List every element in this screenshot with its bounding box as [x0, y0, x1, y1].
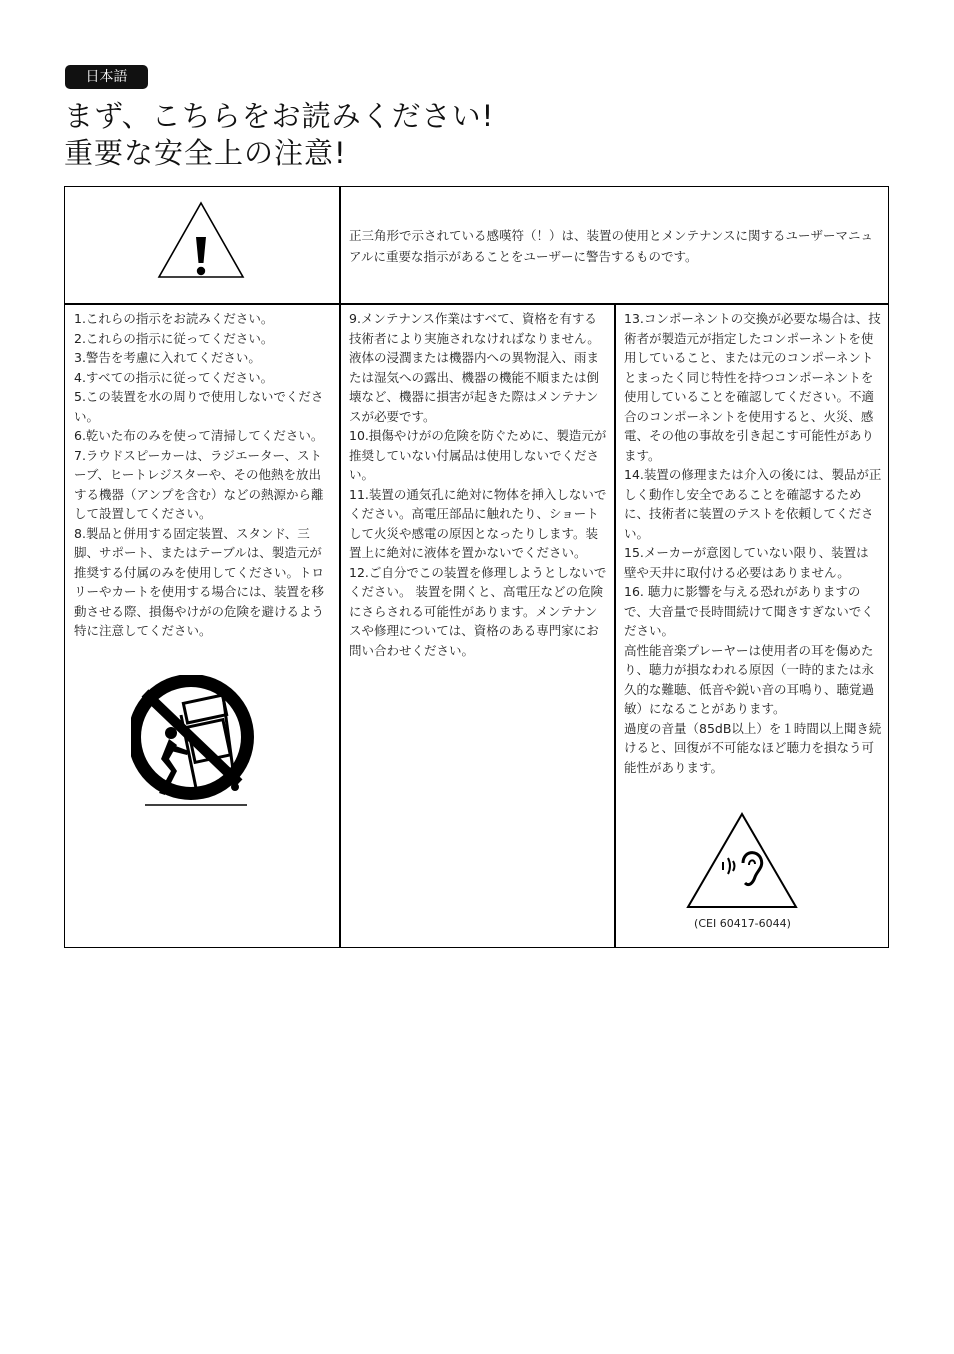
instruction-item: 7.ラウドスピーカーは、ラジエーター、ストーブ、ヒートレジスターや、その他熱を放出する機器（アンプを含む）などの熱源から離して設置してください。	[74, 447, 324, 521]
divider	[614, 304, 616, 947]
instruction-item: 10.損傷やけがの危険を防ぐために、製造元が推奨していない付属品は使用しないでください。	[349, 428, 607, 482]
divider	[65, 303, 888, 305]
iec-standard-caption: (CEI 60417-6044)	[694, 917, 791, 930]
safety-table	[64, 186, 889, 948]
instruction-item: 4.すべての指示に従ってください。	[74, 369, 274, 385]
instruction-item: 16. 聴力に影響を与える恐れがありますので、大音量で長時間続けて聞きすぎないでください。	[624, 584, 874, 638]
title-line-2: 重要な安全上の注意!	[64, 136, 347, 170]
instruction-item: 14.装置の修理または介入の後には、製品が正しく動作し安全であることを確認するために、技術者に装置のテストを依頼してください。	[624, 467, 882, 541]
language-badge: 日本語	[65, 65, 148, 89]
instruction-item: 12.ご自分でこの装置を修理しようとしないでください。 装置を開くと、高電圧などの危険にさらされる可能性があります。メンテナンスや修理については、資格のある専門家にお問い合わせください。	[349, 564, 607, 658]
divider	[339, 187, 341, 947]
hearing-damage-warning-icon	[685, 811, 799, 911]
intro-text: 正三角形で示されている感嘆符（！）は、装置の使用とメンテナンスに関するユーザーマニュアルに重要な指示があることをユーザーに警告するものです。	[349, 228, 874, 264]
instruction-item: 5.この装置を水の周りで使用しないでください。	[74, 389, 324, 424]
instruction-item: 9.メンテナンス作業はすべて、資格を有する技術者により実施されなければなりません。液体の浸潤または機器内への異物混入、雨または湿気への露出、機器の機能不順または倒壊など、機器に損害が起きた際はメンテナンスが必要です。	[349, 311, 600, 424]
title-line-1: まず、こちらをお読みください!	[64, 99, 495, 133]
instruction-item: 1.これらの指示をお読みください。	[74, 311, 274, 326]
instruction-item: 13.コンポーネントの交換が必要な場合は、技術者が製造元が指定したコンポーネントを使用していること、または元のコンポーネントとまったく同じ特性を持つコンポーネントを使用していることを確認してください。不適合のコンポーネントを使用すると、火災、感電、その他の事故を引き起こす可能性があります。	[624, 311, 881, 463]
instructions-column-1	[74, 309, 332, 641]
instruction-item: 過度の音量（85dB以上）を１時間以上聞き続けると、回復が不可能なほど聴力を損なう可能性があります。	[624, 720, 882, 775]
no-cart-tipping-icon	[131, 675, 261, 815]
instruction-item: 2.これらの指示に従ってください。	[74, 330, 274, 346]
instruction-item: 3.警告を考慮に入れてください。	[74, 350, 261, 365]
instruction-item: 15.メーカーが意図していない限り、装置は 壁や天井に取付ける必要はありません。	[624, 545, 869, 580]
exclamation-triangle-icon	[155, 199, 247, 281]
instruction-item: 11.装置の通気孔に絶対に物体を挿入しないでください。高電圧部品に触れたり、ショートして火災や感電の原因となったりします。装置上に絶対に液体を置かないでください。	[349, 486, 607, 560]
page-title	[64, 98, 494, 172]
instructions-column-2	[349, 309, 607, 660]
instructions-column-3	[624, 309, 882, 777]
instruction-item: 6.乾いた布のみを使って清掃してください。	[74, 428, 324, 443]
instruction-item: 8.製品と併用する固定装置、スタンド、三脚、サポート、またはテーブルは、製造元が推奨する付属のみを使用してください。トロリーやカートを使用する場合には、装置を移動させる際、損傷やけがの危険を避けるよう特に注意してください。	[74, 525, 325, 638]
instruction-item: 高性能音楽プレーヤーは使用者の耳を傷めたり、聴力が損なわれる原因（一時的または永久的な難聴、低音や鋭い音の耳鳴り、聴覚過敏）になることがあります。	[624, 642, 875, 716]
